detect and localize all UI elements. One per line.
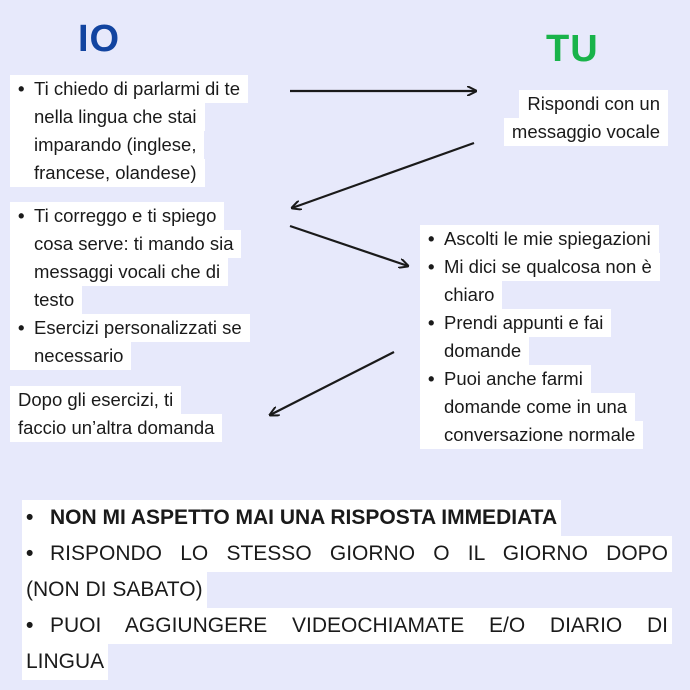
note-text: LINGUA <box>26 650 105 673</box>
note-item-continuation <box>22 572 207 608</box>
arrow-tu-to-io-1 <box>292 143 474 208</box>
notes-list <box>22 500 672 680</box>
list-item: • Esercizi personalizzati se <box>10 314 250 342</box>
io-header: IO <box>78 18 121 60</box>
reply-line: Rispondi con un <box>519 90 668 118</box>
list-item-line: imparando (inglese, <box>10 131 204 159</box>
note-item <box>22 608 672 644</box>
arrow-io-to-tu-2 <box>290 226 408 266</box>
list-item: • Ascolti le mie spiegazioni <box>420 225 659 253</box>
note-item <box>22 536 672 572</box>
note-text: (NON DI SABATO) <box>26 578 203 601</box>
note-item <box>22 500 561 536</box>
io-correction-box <box>10 202 250 370</box>
list-item-line: francese, olandese) <box>10 159 205 187</box>
tu-actions-box <box>420 225 660 449</box>
list-item-line: messaggi vocali che di <box>10 258 228 286</box>
arrow-tu-to-io-2 <box>270 352 394 415</box>
tu-header: TU <box>546 28 599 70</box>
list-item: • Ti chiedo di parlarmi di te <box>10 75 248 103</box>
list-item: • Puoi anche farmi <box>420 365 591 393</box>
list-item-line: nella lingua che stai <box>10 103 205 131</box>
io-request-box <box>10 75 248 187</box>
list-item: • Prendi appunti e fai <box>420 309 611 337</box>
note-text: • PUOI AGGIUNGERE VIDEOCHIAMATE E/O DIARIO DI <box>50 614 668 637</box>
note-item-continuation <box>22 644 108 680</box>
io-followup-box <box>10 386 222 442</box>
list-item-line: cosa serve: ti mando sia <box>10 230 241 258</box>
note-text: • RISPONDO LO STESSO GIORNO O IL GIORNO DOPO <box>50 542 668 565</box>
list-item-line: necessario <box>10 342 131 370</box>
tu-reply-box <box>468 90 668 146</box>
list-item-line: chiaro <box>420 281 502 309</box>
list-item-line: conversazione normale <box>420 421 643 449</box>
note-text: • NON MI ASPETTO MAI UNA RISPOSTA IMMEDIATA <box>26 506 557 529</box>
list-item-line: testo <box>10 286 82 314</box>
note-line <box>26 610 668 642</box>
note-line <box>26 538 668 570</box>
list-item-line: domande come in una <box>420 393 635 421</box>
followup-line: faccio un’altra domanda <box>10 414 222 442</box>
list-item-line: domande <box>420 337 529 365</box>
followup-line: Dopo gli esercizi, ti <box>10 386 181 414</box>
reply-line: messaggio vocale <box>504 118 668 146</box>
list-item: • Ti correggo e ti spiego <box>10 202 224 230</box>
list-item: • Mi dici se qualcosa non è <box>420 253 660 281</box>
